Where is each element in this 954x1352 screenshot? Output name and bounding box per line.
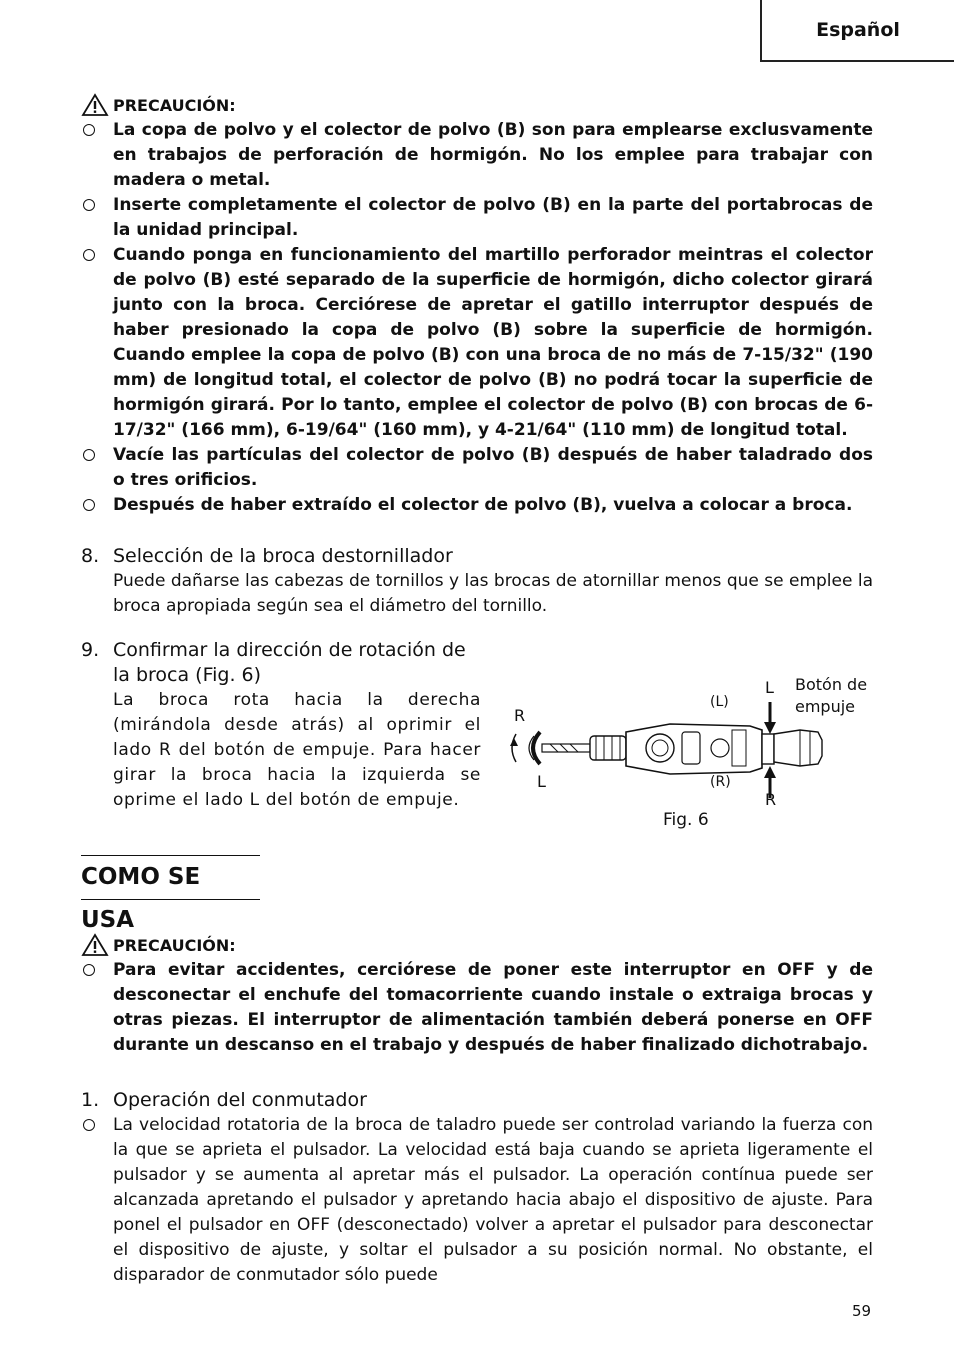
figure-label-l-top: L <box>765 678 774 697</box>
list-item-text: Inserte completamente el colector de polvo (B) en la parte del portabrocas de la unidad principal. <box>113 195 873 240</box>
warning-triangle-icon <box>81 93 109 117</box>
item-9-text: La broca rota hacia la derecha (mirándola desde atrás) al oprimir el lado R del botón de empuje. Para hacer girar la broca hacia la izquierda se oprime el lado L del botón de empuje. <box>113 690 481 810</box>
list-item <box>81 493 873 518</box>
caution-heading <box>81 932 873 958</box>
list-item-text: La copa de polvo y el colector de polvo (B) son para emplearse exclusvamente en trabajos de perforación de hormigón. No los emplee para trabajar con madera o metal. <box>113 120 873 190</box>
list-item <box>81 443 873 493</box>
list-item-text: La velocidad rotatoria de la broca de taladro puede ser controlad variando la fuerza con la que se aprieta el pulsador. La velocidad está baja cuando se aprieta ligeramente el pulsador y se aumenta al apretar más el pulsador. La operación contínua puede ser alcanzada apretando el pulsador y apretando hacia abajo el dispositivo de ajuste. Para ponel el pulsador en OFF (desconectado) volver a apretar el pulsador para desconectar el dispositivo de ajuste, y soltar el pulsador a su posición normal. No obstante, el disparador de conmutador sólo puede <box>113 1115 873 1285</box>
section-title: COMO SE USA <box>81 855 260 900</box>
figure-label-r: R <box>514 706 526 725</box>
list-item-text: Vacíe las partículas del colector de polvo (B) después de haber taladrado dos o tres orificios. <box>113 445 873 490</box>
figure-6 <box>500 670 880 840</box>
circle-bullet-icon <box>83 249 95 261</box>
figure-caption: Fig. 6 <box>663 810 709 830</box>
item-8 <box>81 544 873 619</box>
figure-label-r-bottom: R <box>765 790 777 809</box>
page-number: 59 <box>852 1302 872 1320</box>
item-title: Operación del conmutador <box>113 1089 367 1111</box>
list-item-text: Después de haber extraído el colector de polvo (B), vuelva a colocar a broca. <box>113 495 853 515</box>
list-item <box>81 118 873 193</box>
item-8-heading <box>81 544 873 569</box>
caution-heading <box>81 92 873 118</box>
caution-list-1 <box>81 118 873 518</box>
item-9 <box>81 638 481 813</box>
item-number: 1. <box>81 1089 100 1111</box>
item-number: 9. <box>81 639 100 661</box>
item-1 <box>81 1088 873 1288</box>
caution-title: PRECAUCIÓN: <box>113 935 236 955</box>
caution-block-1 <box>81 92 873 518</box>
list-item-text: Cuando ponga en funcionamiento del martillo perforador meintras el colector de polvo (B) esté separado de la superficie de hormigón, dicho colector girará junto con la broca. Cerciórese de apretar el gatillo interruptor después de haber presionado la copa de polvo (B) sobre la superficie de hormigón. Cuando emplee la copa de polvo (B) con una broca de no más de 7-15/32" (190 mm) de longitud total, el colector de polvo (B) no podrá tocar la superficie de hormigón girará. Por lo tanto, emplee el colector de polvo (B) con brocas de 6-17/32" (166 mm), 6-19/64" (160 mm), y 4-21/64" (110 mm) de longitud total. <box>113 245 873 440</box>
circle-bullet-icon <box>83 1119 95 1131</box>
hammer-drill-illustration <box>500 690 840 820</box>
figure-label-push-button: Botón de empuje <box>795 675 868 716</box>
item-number: 8. <box>81 545 100 567</box>
figure-label-l: L <box>537 772 546 791</box>
list-item <box>81 193 873 243</box>
item-title: Confirmar la dirección de rotación de la broca (Fig. 6) <box>113 639 466 686</box>
warning-triangle-icon <box>81 933 109 957</box>
item-1-list <box>81 1113 873 1288</box>
list-item <box>81 243 873 443</box>
item-9-heading <box>81 638 481 688</box>
circle-bullet-icon <box>83 499 95 511</box>
caution-title: PRECAUCIÓN: <box>113 95 236 115</box>
caution-list-2 <box>81 958 873 1058</box>
circle-bullet-icon <box>83 199 95 211</box>
item-1-heading <box>81 1088 873 1113</box>
list-item-text: Para evitar accidentes, cerciórese de poner este interruptor en OFF y de desconectar el enchufe del tomacorriente cuando instale o extraiga brocas y otras piezas. El interruptor de alimentación también deberá ponerse en OFF durante un descanso en el trabajo y después de haber finalizado dichotrabajo. <box>113 960 873 1055</box>
figure-label-r-body: (R) <box>710 774 731 790</box>
list-item <box>81 958 873 1058</box>
item-title: Selección de la broca destornillador <box>113 545 453 567</box>
item-8-text: Puede dañarse las cabezas de tornillos y las brocas de atornillar menos que se emplee la broca apropiada según sea el diámetro del tornillo. <box>113 571 873 616</box>
circle-bullet-icon <box>83 124 95 136</box>
caution-block-2 <box>81 932 873 1058</box>
circle-bullet-icon <box>83 964 95 976</box>
figure-label-l-body: (L) <box>710 694 729 710</box>
list-item <box>81 1113 873 1288</box>
language-tab: Español <box>760 0 954 62</box>
circle-bullet-icon <box>83 449 95 461</box>
